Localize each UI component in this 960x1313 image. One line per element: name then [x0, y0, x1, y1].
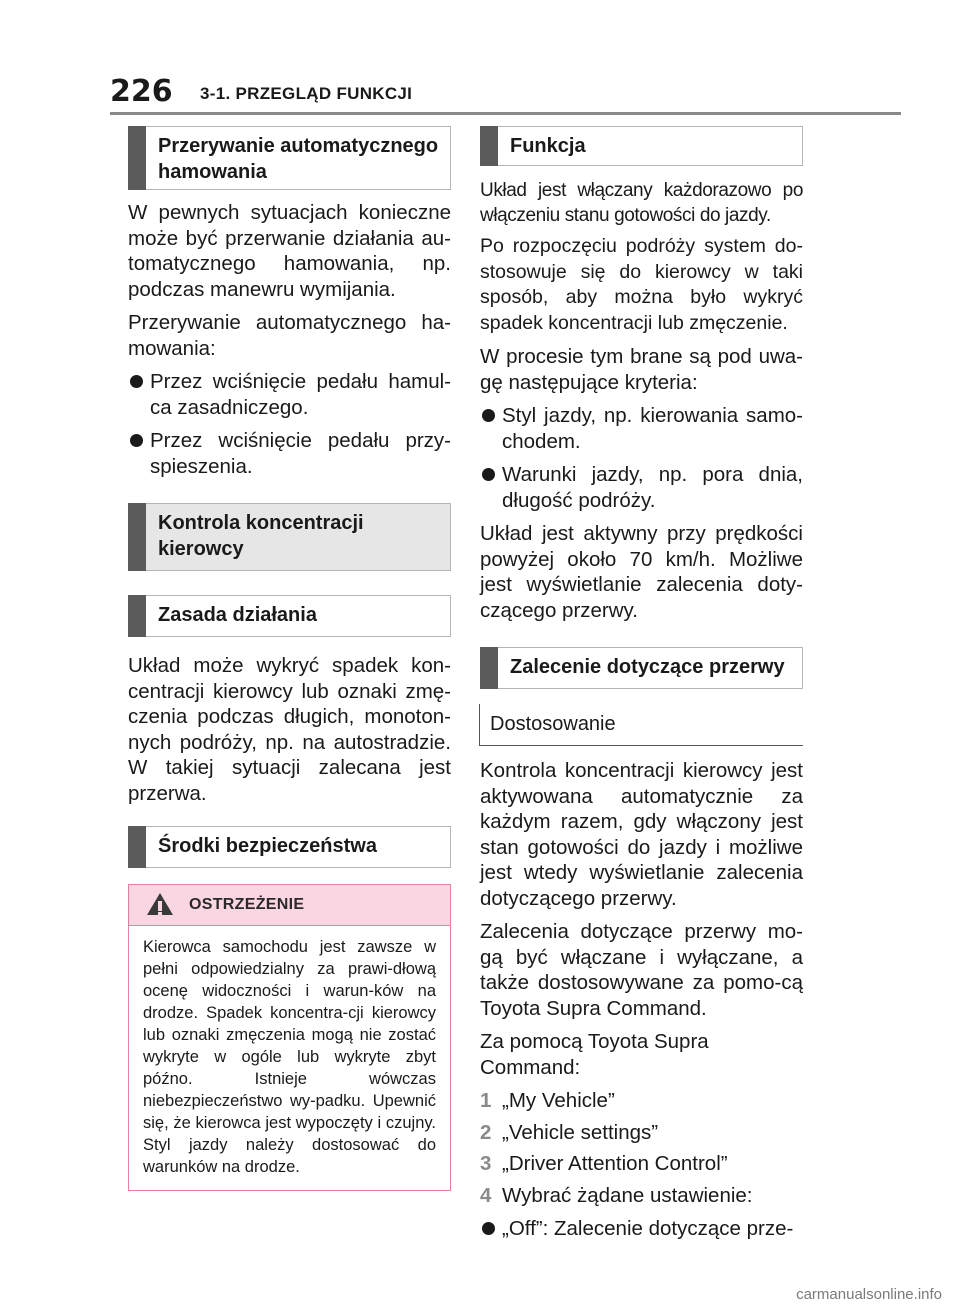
step-number: 1: [480, 1089, 492, 1112]
chapter-title: 3-1. PRZEGLĄD FUNKCJI: [200, 84, 413, 103]
paragraph: W procesie tym brane są pod uwa-gę następujące kryteria:: [480, 345, 803, 394]
paragraph: Układ może wykryć spadek kon-centracji kierowcy lub oznaki zmę-czenia podczas długich, monoton-nych podróży, np. na autostradzie. W takiej sytuacji zalecana jest przerwa.: [128, 654, 451, 805]
list-item: [128, 428, 451, 479]
section-heading-function: Funkcja: [480, 126, 803, 166]
paragraph: Przerywanie automatycznego ha-mowania:: [128, 311, 451, 360]
step-item: [480, 1120, 803, 1146]
section-heading-auto-braking-interrupt: Przerywanie automatycznego hamowania: [128, 126, 451, 190]
list-item: [480, 403, 803, 454]
list-item-text: Przez wciśnięcie pedału hamul-ca zasadniczego.: [150, 370, 451, 419]
step-item: [480, 1183, 803, 1209]
step-text: „My Vehicle”: [502, 1089, 615, 1112]
step-number: 3: [480, 1152, 492, 1175]
page-number: 226: [110, 74, 173, 109]
paragraph: Za pomocą Toyota Supra Command:: [480, 1030, 709, 1079]
step-text: „Vehicle settings”: [502, 1120, 659, 1144]
warning-header: [129, 885, 450, 926]
list-item: [128, 369, 451, 420]
bullet-icon: [130, 375, 143, 388]
list-item-text: Warunki jazdy, np. pora dnia, długość podróży.: [502, 463, 803, 512]
bullet-icon: [482, 409, 495, 422]
warning-box: [128, 884, 451, 1191]
watermark: carmanualsonline.info: [796, 1286, 942, 1303]
step-item: [480, 1088, 803, 1114]
header-rule: [110, 112, 901, 115]
step-number: 2: [480, 1120, 492, 1144]
list-item: [480, 462, 803, 513]
paragraph: Zalecenia dotyczące przerwy mo-gą być włączane i wyłączane, a także dostosowywane za pomo-cą Toyota Supra Command.: [480, 920, 803, 1020]
step-text: „Driver Attention Control”: [502, 1152, 728, 1175]
section-heading-principle: Zasada działania: [128, 595, 451, 637]
bullet-icon: [130, 434, 143, 447]
list-item: [480, 1216, 803, 1242]
paragraph: Po rozpoczęciu podróży system do-stosowuje się do kierowcy w taki sposób, aby można było wykryć spadek koncentracji lub zmęczenie.: [480, 235, 803, 334]
warning-text: Kierowca samochodu jest zawsze w pełni odpowiedzialny za prawi-dłową ocenę widoczności i warun-ków na drodze. Spadek koncentra-cji kierowcy lub oznaki zmęczenia mogą nie zostać wykryte w ogóle lub wykryte zbyt późno. Istnieje wówczas niebezpieczeństwo wy-padku. Upewnić się, że kierowca jest wypoczęty i czujny. Styl jazdy należy dostosować do warunków na drodze.: [143, 938, 436, 1176]
paragraph: W pewnych sytuacjach konieczne może być przerwanie działania au-tomatycznego hamowania, np. podczas manewru wymijania.: [128, 201, 451, 301]
paragraph: Kontrola koncentracji kierowcy jest aktywowana automatycznie za każdym razem, gdy włączony jest stan gotowości do jazdy i możliwe jest wtedy wyświetlanie zalecenia dotyczącego przerwy.: [480, 759, 803, 910]
bullet-icon: [482, 1222, 495, 1235]
list-item-text: Przez wciśnięcie pedału przy-spieszenia.: [150, 429, 451, 478]
bullet-icon: [482, 468, 495, 481]
paragraph: Układ jest włączany każdorazowo po włączeniu stanu gotowości do jazdy.: [480, 180, 803, 226]
section-heading-break-recommendation: Zalecenie dotyczące przerwy: [480, 647, 803, 689]
step-number: 4: [480, 1183, 492, 1207]
warning-label: OSTRZEŻENIE: [189, 896, 305, 913]
left-column: [128, 126, 451, 1191]
right-column: [480, 126, 803, 1242]
section-heading-driver-attention: Kontrola koncentracji kierowcy: [128, 503, 451, 571]
paragraph: Układ jest aktywny przy prędkości powyżej około 70 km/h. Możliwe jest wyświetlanie zalecenia doty-czącego przerwy.: [480, 522, 803, 622]
page-header: [0, 0, 960, 118]
list-item-text: „Off”: Zalecenie dotyczące prze-: [502, 1217, 794, 1240]
step-item: [480, 1151, 803, 1177]
section-heading-safety: Środki bezpieczeństwa: [128, 826, 451, 868]
step-text: Wybrać żądane ustawienie:: [502, 1183, 753, 1207]
section-heading-adjustment: Dostosowanie: [480, 705, 803, 746]
list-item-text: Styl jazdy, np. kierowania samo-chodem.: [502, 404, 803, 453]
